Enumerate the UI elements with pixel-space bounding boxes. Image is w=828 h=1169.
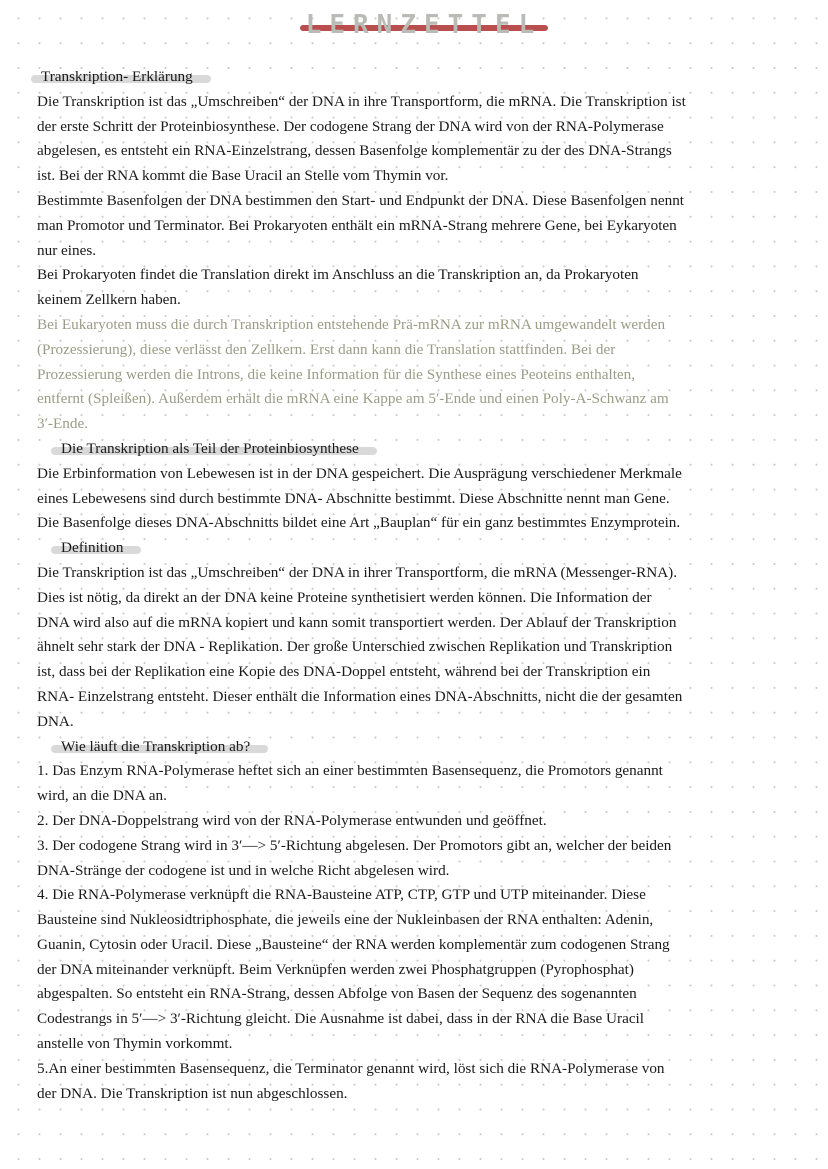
section-heading-row — [37, 536, 817, 561]
text-line: Dies ist nötig, da direkt an der DNA keine Proteine synthetisiert werden können. Die Information der — [37, 588, 652, 606]
paragraph — [37, 189, 817, 263]
paragraph — [37, 263, 817, 313]
text-line: 2. Der DNA-Doppelstrang wird von der RNA-Polymerase entwunden und geöffnet. — [37, 811, 547, 829]
text-line: 5.An einer bestimmten Basensequenz, die Terminator genannt wird, löst sich die RNA-Polymerase von — [37, 1059, 665, 1077]
section — [37, 536, 817, 734]
text-line: 3. Der codogene Strang wird in 3′—> 5′-Richtung abgelesen. Der Promotors gibt an, welcher der beiden — [37, 836, 672, 854]
text-line: RNA- Einzelstrang entsteht. Dieser enthält die Information eines DNA-Abschnitts, nicht die der gesamten — [37, 687, 683, 705]
text-line: keinem Zellkern haben. — [37, 291, 181, 309]
paragraph — [37, 313, 817, 437]
text-line: Die Erbinformation von Lebewesen ist in der DNA gespeichert. Die Ausprägung verschiedener Merkmale — [37, 464, 682, 482]
text-line: ist, dass bei der Replikation eine Kopie des DNA-Doppel entsteht, während bei der Transkription ein — [37, 663, 651, 681]
text-line: eines Lebewesens sind durch bestimmte DNA- Abschnitte bestimmt. Diese Abschnitte nennt man Gene. — [37, 489, 670, 507]
text-line: 4. Die RNA-Polymerase verknüpft die RNA-Bausteine ATP, CTP, GTP und UTP miteinander. Diese — [37, 886, 646, 904]
paragraph — [37, 1057, 817, 1107]
text-line: Bestimmte Basenfolgen der DNA bestimmen den Start- und Endpunkt der DNA. Diese Basenfolgen nennt — [37, 191, 685, 209]
text-line: DNA. — [37, 712, 74, 730]
section — [37, 437, 817, 536]
section — [37, 65, 817, 437]
text-line: Die Transkription ist das „Umschreiben“ der DNA in ihrer Transportform, die mRNA (Messenger-RNA). — [37, 563, 678, 581]
text-line: ist. Bei der RNA kommt die Base Uracil an Stelle vom Thymin vor. — [37, 167, 449, 185]
paragraph — [37, 809, 817, 834]
section-heading: Wie läuft die Transkription ab? — [57, 735, 254, 760]
text-line: DNA wird also auf die mRNA kopiert und kann somit transportiert werden. Der Ablauf der Transkription — [37, 613, 677, 631]
section — [37, 735, 817, 1107]
text-line: 1. Das Enzym RNA-Polymerase heftet sich an einer bestimmten Basensequenz, die Promotors genannt — [37, 762, 663, 780]
text-line: Bausteine sind Nukleosidtriphosphate, die jeweils eine der Nukleinbasen der RNA enthalten: Adenin, — [37, 911, 654, 929]
paragraph — [37, 834, 817, 884]
paragraph — [37, 561, 817, 735]
paragraph — [37, 759, 817, 809]
text-line: DNA-Stränge der codogene ist und in welche Richt abgelesen wird. — [37, 861, 450, 879]
section-heading-row — [37, 735, 817, 760]
text-line: Bei Eukaryoten muss die durch Transkription entstehende Prä-mRNA zur mRNA umgewandelt werden — [37, 315, 666, 333]
text-line: ähnelt sehr stark der DNA - Replikation. Der große Unterschied zwischen Replikation und Transkription — [37, 638, 673, 656]
paragraph — [37, 883, 817, 1057]
section-heading-row — [37, 65, 817, 90]
title-text: LERNZETTEL — [305, 10, 543, 40]
text-line: Die Transkription ist das „Umschreiben“ der DNA in ihre Transportform, die mRNA. Die Transkription ist — [37, 92, 686, 110]
section-heading: Definition — [57, 536, 127, 561]
text-line: der DNA. Die Transkription ist nun abgeschlossen. — [37, 1084, 348, 1102]
document-body — [37, 65, 817, 1106]
text-line: nur eines. — [37, 241, 97, 259]
text-line: Bei Prokaryoten findet die Translation direkt im Anschluss an die Transkription an, da Prokaryoten — [37, 266, 639, 284]
text-line: der erste Schritt der Proteinbiosynthese. Der codogene Strang der DNA wird von der RNA-Polymerase — [37, 117, 664, 135]
text-line: der DNA miteinander verknüpft. Beim Verknüpfen werden zwei Phosphatgruppen (Pyrophosphat) — [37, 960, 634, 978]
text-line: Prozessierung werden die Introns, die keine Information für die Synthese eines Peoteins enthalten, — [37, 365, 636, 383]
text-line: entfernt (Spleißen). Außerdem erhält die mRNA eine Kappe am 5′-Ende und einen Poly-A-Schwanz am — [37, 390, 669, 408]
paragraph — [37, 462, 817, 536]
text-line: abgelesen, es entsteht ein RNA-Einzelstrang, dessen Basenfolge komplementär zu der des DNA-Strangs — [37, 142, 672, 160]
text-line: Codestrangs in 5′—> 3′-Richtung gleicht. Die Ausnahme ist dabei, dass in der RNA die Base Uracil — [37, 1010, 644, 1028]
paragraph — [37, 90, 817, 189]
text-line: Die Basenfolge dieses DNA-Abschnitts bildet eine Art „Bauplan“ für ein ganz bestimmtes Enzymprotein. — [37, 514, 681, 532]
page-title — [300, 10, 548, 40]
text-line: anstelle von Thymin vorkommt. — [37, 1035, 233, 1053]
text-line: wird, an die DNA an. — [37, 787, 167, 805]
text-line: (Prozessierung), diese verlässt den Zellkern. Erst dann kann die Translation stattfinden. Bei der — [37, 340, 616, 358]
text-line: 3′-Ende. — [37, 415, 88, 433]
text-line: Guanin, Cytosin oder Uracil. Diese „Bausteine“ der RNA werden komplementär zum codogenen Strang — [37, 935, 670, 953]
section-heading-row — [37, 437, 817, 462]
text-line: man Promotor und Terminator. Bei Prokaryoten enthält ein mRNA-Strang mehrere Gene, bei Eykaryoten — [37, 216, 677, 234]
section-heading: Transkription- Erklärung — [37, 65, 197, 90]
section-heading: Die Transkription als Teil der Proteinbiosynthese — [57, 437, 363, 462]
text-line: abgespalten. So entsteht ein RNA-Strang, dessen Abfolge von Basen der Sequenz des sogenannten — [37, 985, 637, 1003]
